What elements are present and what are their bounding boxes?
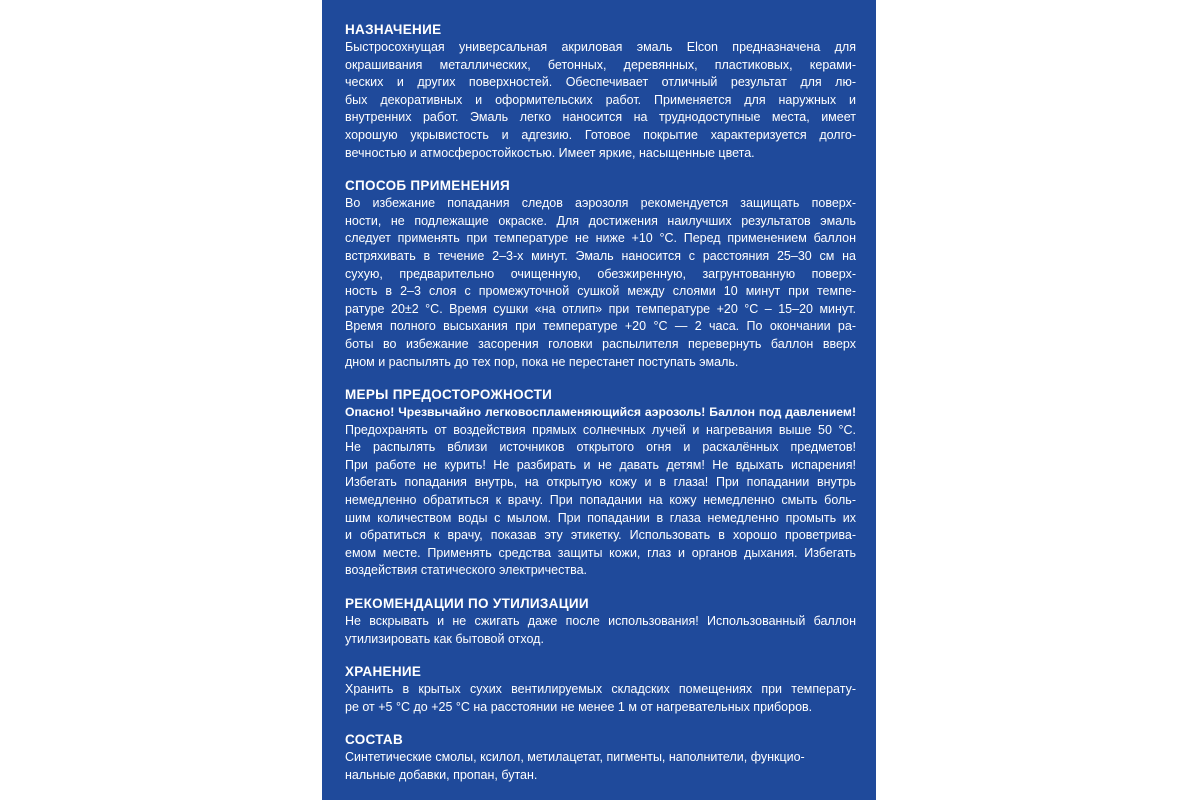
body-text-line: ность в 2–3 слоя с промежуточной сушкой между слоями 10 минут при темпе-	[345, 284, 856, 299]
body-text-line: ратуре 20±2 °С. Время сушки «на отлип» при температуре +20 °С – 15–20 минут.	[345, 301, 856, 316]
body-text-line: Во избежание попадания следов аэрозоля рекомендуется защищать поверх-	[345, 196, 856, 211]
body-text-line: хорошую укрывистость и адгезию. Готовое покрытие характеризуется долго-	[345, 127, 856, 142]
body-text-line: Быстросохнущая универсальная акриловая эмаль Elcon предназначена для	[345, 40, 856, 54]
section-title: РЕКОМЕНДАЦИИ ПО УТИЛИЗАЦИИ	[345, 596, 589, 612]
body-text-line: нальные добавки, пропан, бутан.	[345, 768, 538, 782]
body-text-line: воздействия статического электричества.	[345, 563, 588, 578]
body-text-line: немедленно обратиться к врачу. При попадании на кожу немедленно смыть боль-	[345, 493, 856, 508]
body-text-line: утилизировать как бытовой отход.	[345, 631, 544, 646]
warning-line: Опасно! Чрезвычайно легковоспламеняющийся аэрозоль! Баллон под давлением!	[345, 405, 856, 420]
body-text-line: ности, не подлежащие окраске. Для достижения наилучших результатов эмаль	[345, 213, 856, 228]
body-text-line: вечностью и атмосферостойкостью. Имеет яркие, насыщенные цвета.	[345, 145, 755, 160]
body-text-line: внутренних работ. Эмаль легко наносится на труднодоступные места, имеет	[345, 110, 856, 125]
body-text-line: ческих и других поверхностей. Обеспечивает отличный результат для лю-	[345, 75, 856, 90]
body-text-line: дном и распылять до тех пор, пока не перестанет поступать эмаль.	[345, 354, 739, 369]
body-text-line: окрашивания металлических, бетонных, деревянных, пластиковых, керами-	[345, 57, 856, 72]
section-title: СПОСОБ ПРИМЕНЕНИЯ	[345, 178, 510, 194]
section-4	[345, 662, 856, 716]
body-text-line: и обратиться к врачу, показав эту этикетку. Использовать в хорошо проветрива-	[345, 528, 856, 543]
section-1	[345, 176, 856, 371]
section-title: НАЗНАЧЕНИЕ	[345, 22, 442, 37]
body-text-line: Избегать попадания внутрь, на открытую кожу и в глаза! При попадании внутрь	[345, 475, 856, 490]
section-title: СОСТАВ	[345, 732, 404, 748]
body-text-line: Не вскрывать и не сжигать даже после использования! Использованный баллон	[345, 614, 856, 629]
body-text-line: При работе не курить! Не разбирать и не давать детям! Не вдыхать испарения!	[345, 457, 856, 472]
body-text-line: Не распылять вблизи источников открытого огня и раскалённых предметов!	[345, 440, 856, 455]
body-text-line: следует применять при температуре не ниже +10 °С. Перед применением баллон	[345, 231, 856, 246]
body-text-line: ре от +5 °С до +25 °С на расстоянии не менее 1 м от нагревательных приборов.	[345, 699, 813, 714]
section-title: ХРАНЕНИЕ	[345, 664, 422, 680]
body-text-line: Время полного высыхания при температуре +20 °С — 2 часа. По окончании ра-	[345, 319, 856, 334]
body-text-line: боты во избежание засорения головки распылителя перевернуть баллон вверх	[345, 336, 856, 351]
body-text-line: Хранить в крытых сухих вентилируемых складских помещениях при температу-	[345, 682, 856, 697]
section-title: МЕРЫ ПРЕДОСТОРОЖНОСТИ	[345, 387, 553, 403]
section-2	[345, 385, 856, 580]
section-5	[345, 730, 856, 784]
body-text-line: емом месте. Применять средства защиты кожи, глаз и органов дыхания. Избегать	[345, 545, 856, 560]
body-text-line: встряхивать в течение 2–3-х минут. Эмаль наносится с расстояния 25–30 см на	[345, 248, 856, 263]
section-3	[345, 594, 856, 648]
section-0	[345, 20, 856, 162]
body-text-line: бых декоративных и оформительских работ. Применяется для наружных и	[345, 92, 856, 107]
product-label-panel	[322, 0, 876, 800]
body-text-line: сухую, предварительно очищенную, обезжиренную, загрунтованную поверх-	[345, 266, 856, 281]
body-text-line: Синтетические смолы, ксилол, метилацетат, пигменты, наполнители, функцио-	[345, 750, 805, 765]
body-text-line: Предохранять от воздействия прямых солнечных лучей и нагревания выше 50 °С.	[345, 422, 856, 437]
body-text-line: шим количеством воды с мылом. При попадании в глаза немедленно промыть их	[345, 510, 856, 525]
